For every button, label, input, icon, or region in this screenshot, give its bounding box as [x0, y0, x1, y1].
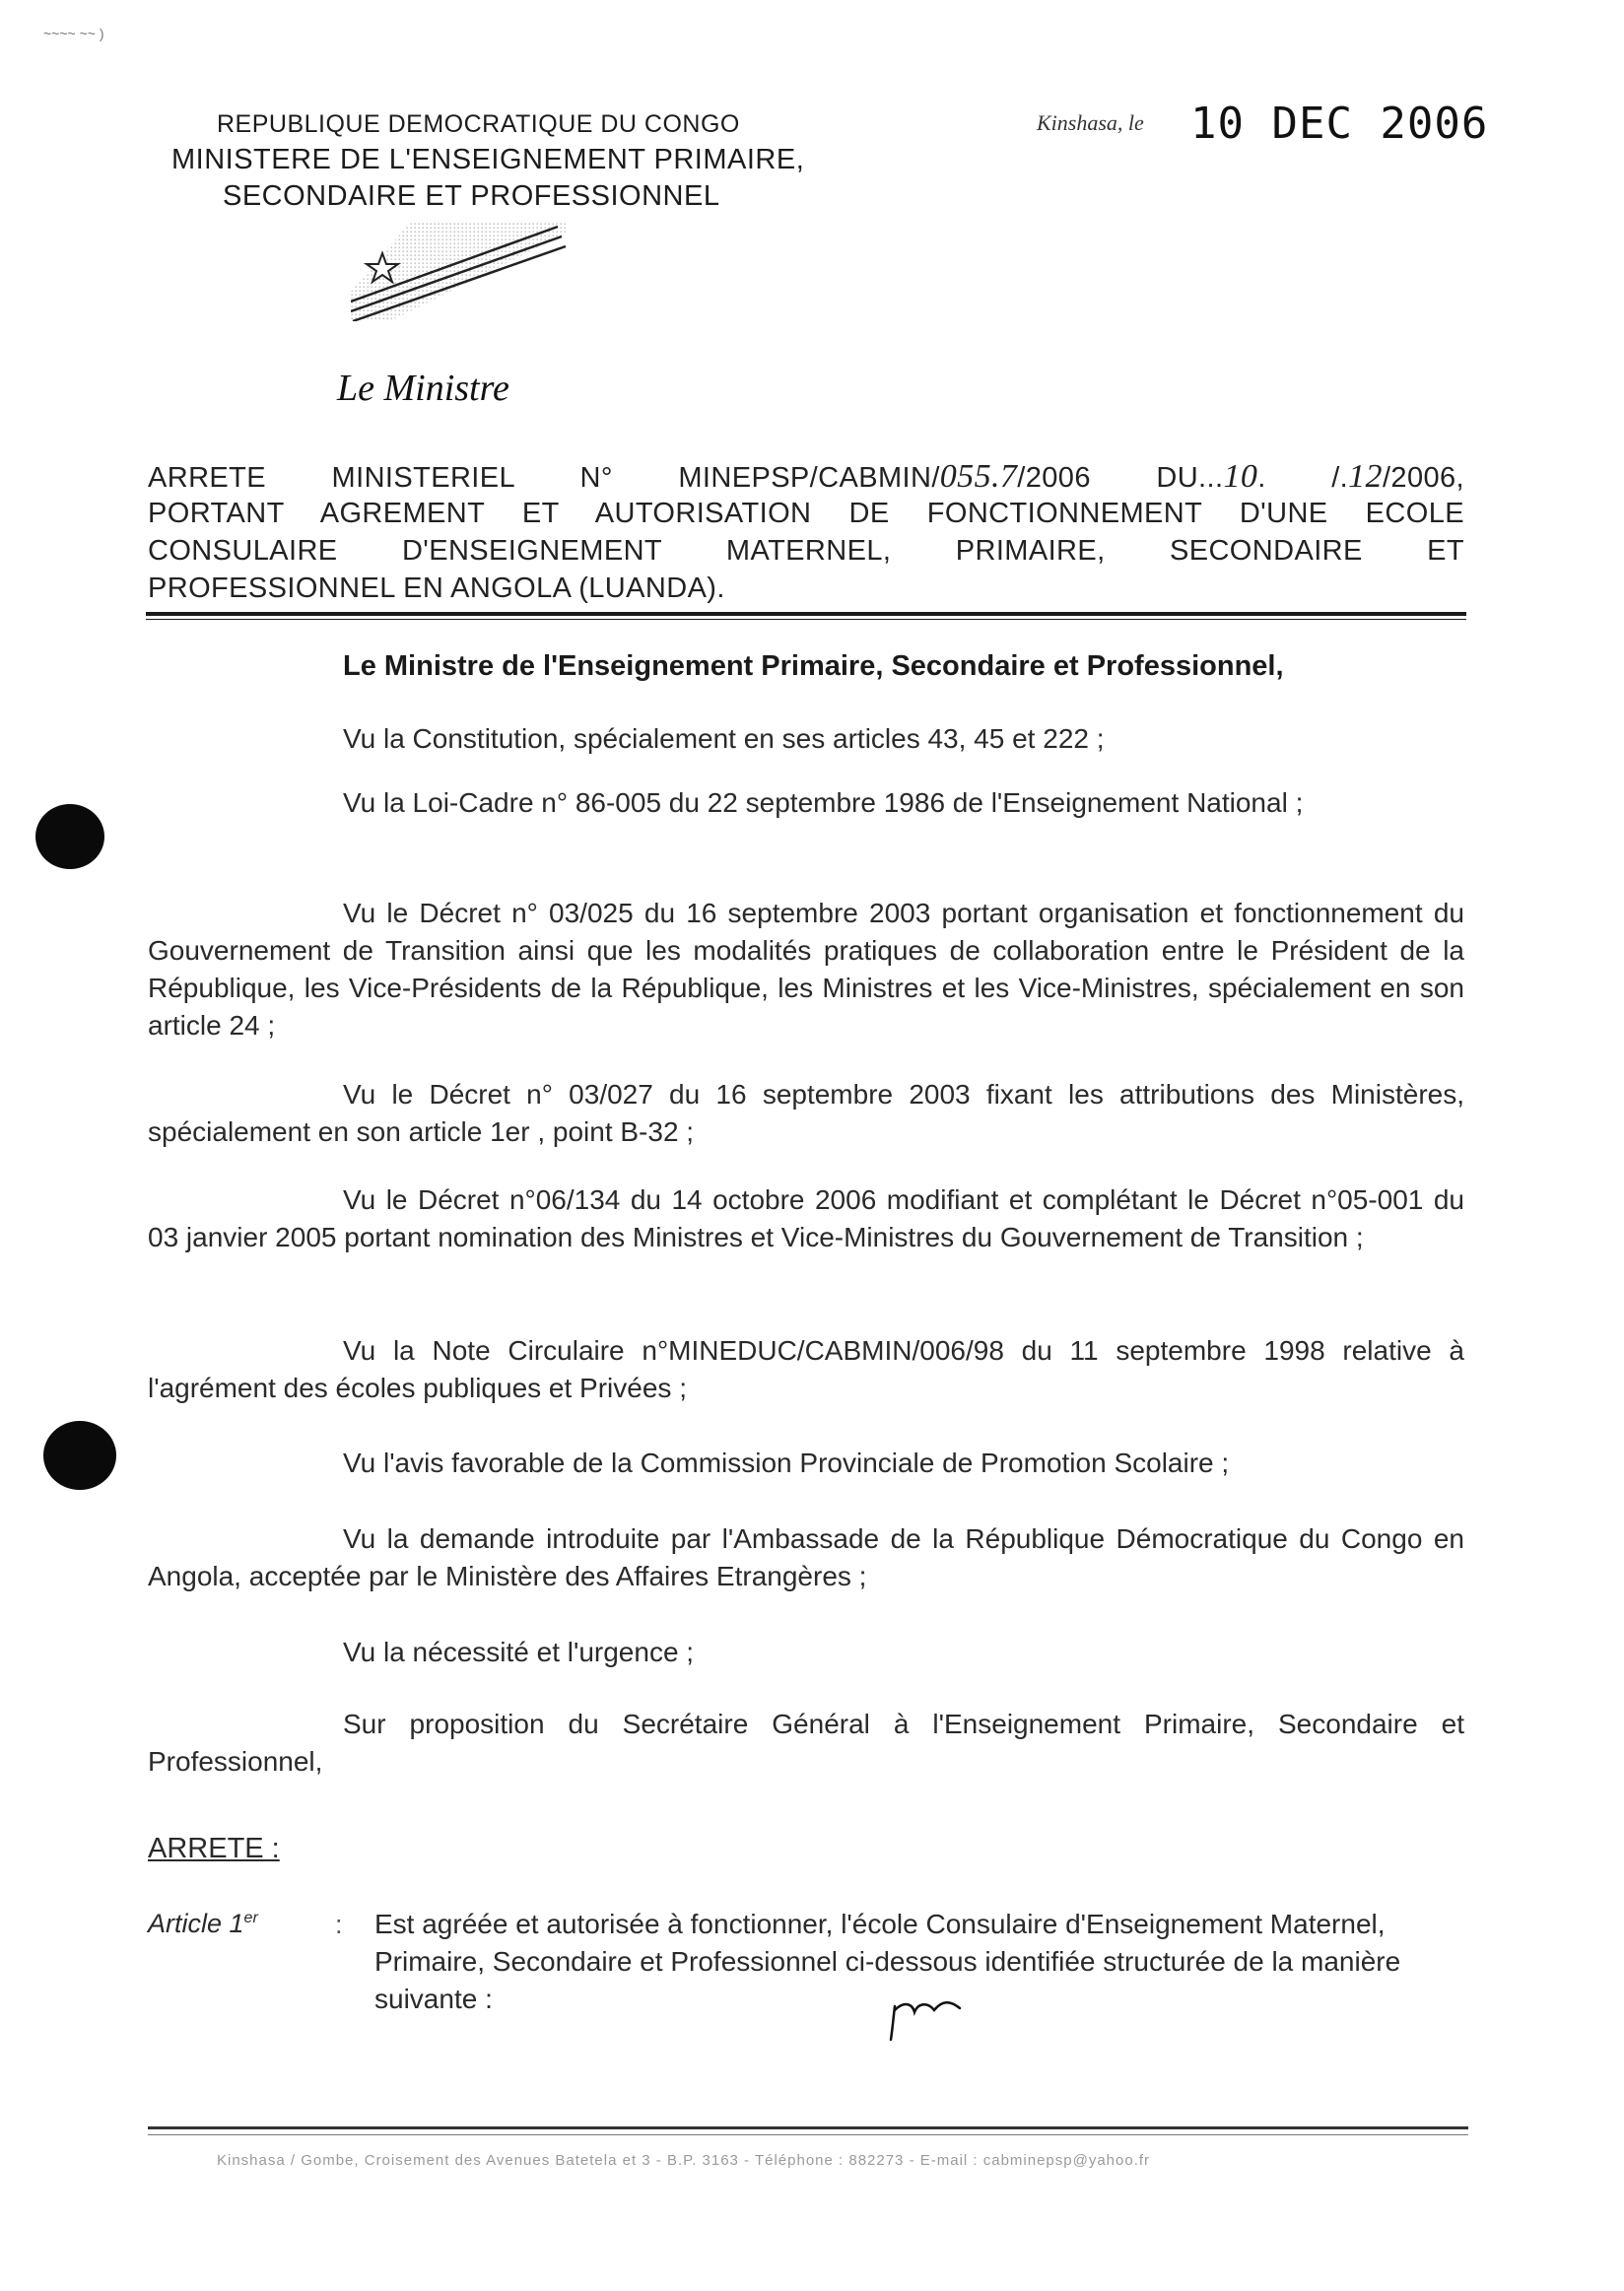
decree-day-handwritten: 10: [1223, 458, 1258, 495]
decree-number-prefix: ARRETE MINISTERIEL N° MINEPSP/CABMIN/: [148, 462, 940, 494]
consideration-note-circulaire: Vu la Note Circulaire n°MINEDUC/CABMIN/006/98 du 11 septembre 1998 relative à l'agrément des écoles publiques et Privées ;: [148, 1335, 1464, 1403]
title-rule-thin: [146, 619, 1466, 620]
decree-title-line1: [148, 458, 1464, 496]
ink-smudge-icon: [35, 804, 104, 869]
article-1-text: Est agréée et autorisée à fonctionner, l'école Consulaire d'Enseignement Maternel, Primaire, Secondaire et Professionnel ci-dessous identifiée structurée de la manière suivante :: [374, 1909, 1401, 2014]
article-1-label: Article 1er: [148, 1909, 258, 1938]
consideration-loi-cadre: Vu la Loi-Cadre n° 86-005 du 22 septembre 1986 de l'Enseignement National ;: [343, 787, 1304, 818]
decree-year-du: /2006 DU...: [1017, 462, 1224, 494]
consideration-demande: Vu la demande introduite par l'Ambassade de la République Démocratique du Congo en Angola, acceptée par le Ministère des Affaires Etrangères ;: [148, 1523, 1464, 1591]
header-ministry-line1: MINISTERE DE L'ENSEIGNEMENT PRIMAIRE,: [171, 144, 805, 175]
article-1-separator: :: [335, 1910, 343, 1939]
footer-rule-thick: [148, 2126, 1468, 2129]
header-republic-name: REPUBLIQUE DEMOCRATIQUE DU CONGO: [217, 110, 740, 138]
decree-year-suffix: /2006,: [1382, 462, 1464, 494]
ink-smudge-icon: [43, 1421, 116, 1490]
consideration-constitution: Vu la Constitution, spécialement en ses articles 43, 45 et 222 ;: [343, 723, 1105, 754]
date-stamp: 10 DEC 2006: [1190, 99, 1489, 149]
consideration-avis-favorable: Vu l'avis favorable de la Commission Provinciale de Promotion Scolaire ;: [343, 1448, 1230, 1478]
header-ministry-line2: SECONDAIRE ET PROFESSIONNEL: [223, 180, 720, 212]
consideration-decret-03-027: Vu le Décret n° 03/027 du 16 septembre 2003 fixant les attributions des Ministères, spécialement en son article 1er , point B-32 ;: [148, 1079, 1464, 1147]
consideration-decret-03-025: Vu le Décret n° 03/025 du 16 septembre 2003 portant organisation et fonctionnement du Gouvernement de Transition ainsi que les modalités pratiques de collaboration entre le Président de la République, les Vice-Présidents de la République, les Ministres et les Vice-Ministres, spécialement en son article 24 ;: [148, 898, 1464, 1041]
minister-title: Le Ministre: [337, 368, 509, 409]
consideration-decret-06-134: Vu le Décret n°06/134 du 14 octobre 2006 modifiant et complétant le Décret n°05-001 du 03 janvier 2005 portant nomination des Ministres et Vice-Ministres du Gouvernement de Transition ;: [148, 1184, 1464, 1252]
handwritten-initial-icon: [885, 1996, 964, 2051]
decree-number-handwritten: 055.7: [939, 458, 1018, 495]
footer-address: Kinshasa / Gombe, Croisement des Avenues Batetela et 3 - B.P. 3163 - Téléphone : 882273 - E-mail : cabminepsp@yahoo.fr: [217, 2152, 1151, 2169]
decree-title-line4: PROFESSIONNEL EN ANGOLA (LUANDA).: [148, 573, 725, 604]
decree-month-handwritten: 12: [1348, 458, 1383, 495]
title-rule-thick: [146, 612, 1466, 616]
decree-title-line2: PORTANT AGREMENT ET AUTORISATION DE FONCTIONNEMENT D'UNE ECOLE: [148, 498, 1464, 529]
decree-date-sep: . /.: [1257, 462, 1349, 494]
consideration-proposition: Sur proposition du Secrétaire Général à l'Enseignement Primaire, Secondaire et Professionnel,: [148, 1709, 1464, 1777]
intro-line: Le Ministre de l'Enseignement Primaire, Secondaire et Professionnel,: [343, 650, 1284, 682]
flag-emblem-icon: [351, 223, 568, 326]
footer-rule-thin: [148, 2134, 1468, 2135]
scan-corner-mark: ~~~~ ~~ ): [43, 26, 104, 41]
place-label: Kinshasa, le: [1037, 110, 1144, 135]
consideration-urgence: Vu la nécessité et l'urgence ;: [343, 1637, 695, 1667]
arrete-label: ARRETE :: [148, 1833, 280, 1864]
decree-title-line3: CONSULAIRE D'ENSEIGNEMENT MATERNEL, PRIMAIRE, SECONDAIRE ET: [148, 535, 1464, 567]
